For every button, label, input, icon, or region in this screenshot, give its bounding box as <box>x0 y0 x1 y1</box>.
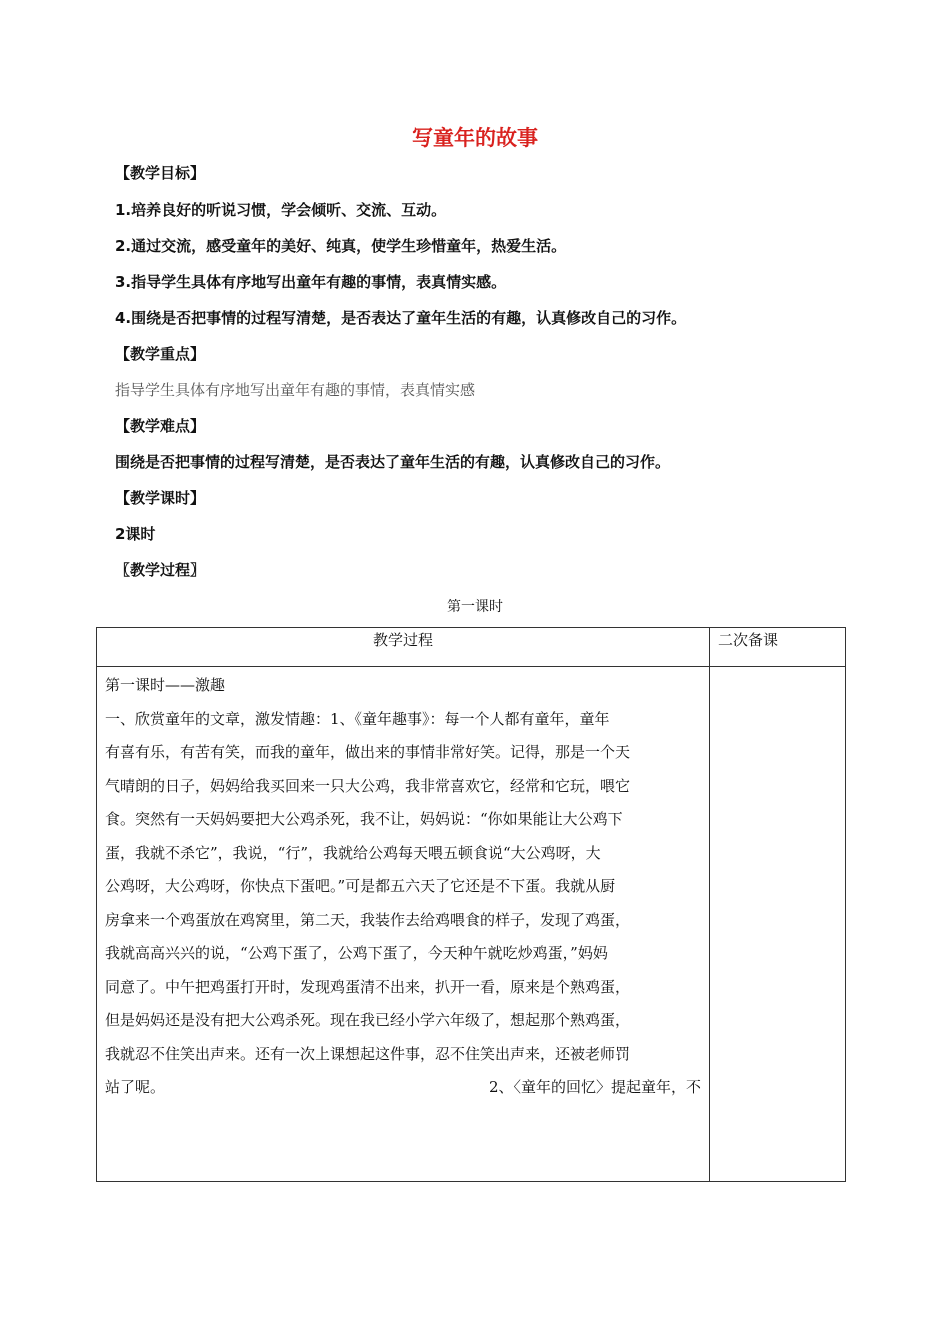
process-line: 一、欣赏童年的文章，激发情趣：1、《童年趣事》：每一个人都有童年，童年 <box>105 709 610 728</box>
process-line: 公鸡呀，大公鸡呀，你快点下蛋吧。”可是都五六天了它还是不下蛋。我就从厨 <box>105 877 616 895</box>
process-heading: 〖教学过程〗 <box>115 561 206 579</box>
table-header-row <box>97 628 846 667</box>
difficulty-heading: 【教学难点】 <box>115 417 206 435</box>
goal-item-1: 1.培养良好的听说习惯，学会倾听、交流、互动。 <box>115 201 447 219</box>
notes-cell <box>710 667 846 1182</box>
process-last-right: 2、〈童年的回忆〉提起童年，不 <box>488 1078 701 1096</box>
page-title: 写童年的故事 <box>412 126 538 150</box>
process-line: 房拿来一个鸡蛋放在鸡窝里，第二天，我装作去给鸡喂食的样子，发现了鸡蛋， <box>105 910 631 929</box>
goal-item-4: 4.围绕是否把事情的过程写清楚，是否表达了童年生活的有趣，认真修改自己的习作。 <box>115 309 687 327</box>
process-line: 食。突然有一天妈妈要把大公鸡杀死，我不让，妈妈说：“你如果能让大公鸡下 <box>105 810 623 828</box>
process-last-left: 站了呢。 <box>105 1078 166 1096</box>
process-line: 气晴朗的日子，妈妈给我买回来一只大公鸡，我非常喜欢它，经常和它玩，喂它 <box>105 776 631 795</box>
key-heading: 【教学重点】 <box>115 345 206 363</box>
key-text: 指导学生具体有序地写出童年有趣的事情，表真情实感 <box>115 381 476 399</box>
process-line: 我就忍不住笑出声来。还有一次上课想起这件事，忍不住笑出声来，还被老师罚 <box>105 1044 631 1063</box>
col-header-process: 教学过程 <box>97 628 710 667</box>
process-intro: 第一课时——激趣 <box>105 676 226 694</box>
hours-heading: 【教学课时】 <box>115 489 206 507</box>
table-row <box>97 667 846 1182</box>
process-last-line <box>105 1071 701 1105</box>
process-line: 我就高高兴兴的说，“公鸡下蛋了，公鸡下蛋了，今天种午就吃炒鸡蛋，”妈妈 <box>105 944 608 962</box>
process-line: 但是妈妈还是没有把大公鸡杀死。现在我已经小学六年级了，想起那个熟鸡蛋， <box>105 1011 631 1029</box>
goal-item-2: 2.通过交流，感受童年的美好、纯真，使学生珍惜童年，热爱生活。 <box>115 237 567 255</box>
hours-text: 2课时 <box>115 525 156 543</box>
difficulty-text: 围绕是否把事情的过程写清楚，是否表达了童年生活的有趣，认真修改自己的习作。 <box>115 453 671 471</box>
table-caption: 第一课时 <box>447 599 503 615</box>
goal-heading: 【教学目标】 <box>115 164 206 182</box>
process-line: 同意了。中午把鸡蛋打开时，发现鸡蛋清不出来，扒开一看，原来是个熟鸡蛋， <box>105 977 631 996</box>
goal-item-3: 3.指导学生具体有序地写出童年有趣的事情，表真情实感。 <box>115 273 507 291</box>
col-header-notes: 二次备课 <box>710 628 846 667</box>
process-text <box>105 669 701 1105</box>
process-line: 有喜有乐，有苦有笑，而我的童年，做出来的事情非常好笑。记得，那是一个天 <box>105 743 631 761</box>
lesson-table <box>96 627 846 1182</box>
process-cell <box>97 667 710 1182</box>
process-line: 蛋，我就不杀它”，我说，“行”，我就给公鸡每天喂五顿食说“大公鸡呀，大 <box>105 843 601 862</box>
